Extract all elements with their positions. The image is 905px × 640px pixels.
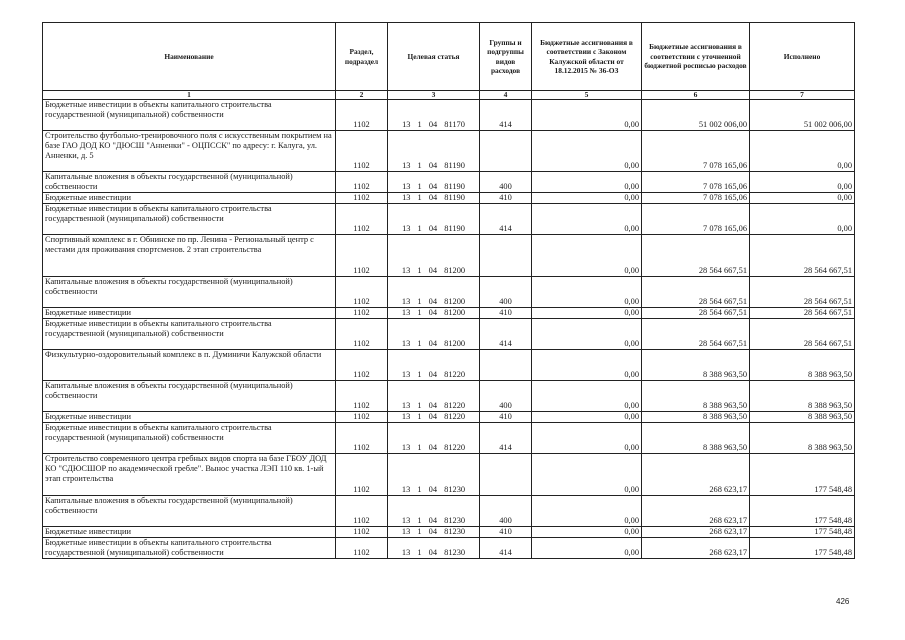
row-section: 1102 <box>336 277 388 308</box>
row-group: 400 <box>480 381 532 412</box>
row-executed-amount: 177 548,48 <box>750 538 855 559</box>
row-budget-amount: 8 388 963,50 <box>642 381 750 412</box>
row-section: 1102 <box>336 204 388 235</box>
row-name: Бюджетные инвестиции в объекты капитального строительства государственной (муниципальной) собственности <box>43 319 336 350</box>
row-article: 13 1 04 81200 <box>388 308 480 319</box>
row-budget-amount: 51 002 006,00 <box>642 100 750 131</box>
row-name: Капитальные вложения в объекты государственной (муниципальной) собственности <box>43 496 336 527</box>
table-row <box>43 193 855 204</box>
row-group <box>480 131 532 172</box>
header-law-appropriations: Бюджетные ассигнования в соответствии с Законом Калужской области от 18.12.2015 № 36-ОЗ <box>532 23 642 91</box>
row-group: 414 <box>480 423 532 454</box>
table-row <box>43 350 855 381</box>
column-number: 4 <box>480 91 532 100</box>
table-row <box>43 204 855 235</box>
row-law-amount: 0,00 <box>532 350 642 381</box>
row-section: 1102 <box>336 235 388 277</box>
row-group <box>480 350 532 381</box>
row-executed-amount: 28 564 667,51 <box>750 277 855 308</box>
row-section: 1102 <box>336 381 388 412</box>
row-name: Бюджетные инвестиции в объекты капитального строительства государственной (муниципальной) собственности <box>43 100 336 131</box>
row-group: 400 <box>480 172 532 193</box>
row-executed-amount: 28 564 667,51 <box>750 319 855 350</box>
table-row <box>43 277 855 308</box>
row-name: Строительство футбольно-тренировочного поля с искусственным покрытием на базе ГАО ДОД КО "ДЮСШ "Анненки" - ОЦПССК" по адресу: г. Калуга, ул. Анненки, д. 5 <box>43 131 336 172</box>
row-name: Бюджетные инвестиции <box>43 527 336 538</box>
row-article: 13 1 04 81200 <box>388 277 480 308</box>
row-name: Капитальные вложения в объекты государственной (муниципальной) собственности <box>43 172 336 193</box>
column-number: 5 <box>532 91 642 100</box>
row-executed-amount: 8 388 963,50 <box>750 381 855 412</box>
row-group: 414 <box>480 100 532 131</box>
row-law-amount: 0,00 <box>532 172 642 193</box>
row-name: Капитальные вложения в объекты государственной (муниципальной) собственности <box>43 381 336 412</box>
row-group: 400 <box>480 277 532 308</box>
row-law-amount: 0,00 <box>532 235 642 277</box>
row-budget-amount: 8 388 963,50 <box>642 412 750 423</box>
row-executed-amount: 0,00 <box>750 172 855 193</box>
row-name: Строительство современного центра гребных видов спорта на базе ГБОУ ДОД КО "СДЮСШОР по академической гребле". Вынос участка ЛЭП 110 кв. 1-ый этап строительства <box>43 454 336 496</box>
row-executed-amount: 0,00 <box>750 131 855 172</box>
row-budget-amount: 28 564 667,51 <box>642 235 750 277</box>
row-executed-amount: 8 388 963,50 <box>750 350 855 381</box>
row-name: Бюджетные инвестиции <box>43 308 336 319</box>
row-name: Физкультурно-оздоровительный комплекс в п. Думиничи Калужской области <box>43 350 336 381</box>
row-law-amount: 0,00 <box>532 319 642 350</box>
row-section: 1102 <box>336 527 388 538</box>
row-article: 13 1 04 81230 <box>388 454 480 496</box>
header-section: Раздел, подраздел <box>336 23 388 91</box>
row-group: 414 <box>480 319 532 350</box>
page-number: 426 <box>836 597 850 606</box>
row-executed-amount: 8 388 963,50 <box>750 423 855 454</box>
row-law-amount: 0,00 <box>532 381 642 412</box>
header-budget-appropriations: Бюджетные ассигнования в соответствии с уточненной бюджетной росписью расходов <box>642 23 750 91</box>
row-budget-amount: 268 623,17 <box>642 538 750 559</box>
row-executed-amount: 177 548,48 <box>750 527 855 538</box>
row-article: 13 1 04 81200 <box>388 319 480 350</box>
row-budget-amount: 268 623,17 <box>642 527 750 538</box>
row-executed-amount: 0,00 <box>750 193 855 204</box>
table-row <box>43 308 855 319</box>
table-row <box>43 131 855 172</box>
row-budget-amount: 7 078 165,06 <box>642 131 750 172</box>
row-article: 13 1 04 81190 <box>388 172 480 193</box>
row-article: 13 1 04 81220 <box>388 381 480 412</box>
row-group: 410 <box>480 193 532 204</box>
row-article: 13 1 04 81200 <box>388 235 480 277</box>
row-law-amount: 0,00 <box>532 193 642 204</box>
row-name: Бюджетные инвестиции <box>43 412 336 423</box>
row-budget-amount: 7 078 165,06 <box>642 172 750 193</box>
row-law-amount: 0,00 <box>532 527 642 538</box>
row-executed-amount: 28 564 667,51 <box>750 235 855 277</box>
row-article: 13 1 04 81190 <box>388 193 480 204</box>
row-name: Бюджетные инвестиции в объекты капитального строительства государственной (муниципальной) собственности <box>43 423 336 454</box>
row-name: Бюджетные инвестиции <box>43 193 336 204</box>
table-row <box>43 496 855 527</box>
column-number: 1 <box>43 91 336 100</box>
row-section: 1102 <box>336 193 388 204</box>
row-article: 13 1 04 81220 <box>388 412 480 423</box>
table-row <box>43 100 855 131</box>
row-group: 410 <box>480 527 532 538</box>
row-article: 13 1 04 81230 <box>388 527 480 538</box>
header-executed: Исполнено <box>750 23 855 91</box>
column-number-row <box>43 91 855 100</box>
row-section: 1102 <box>336 131 388 172</box>
row-law-amount: 0,00 <box>532 277 642 308</box>
row-article: 13 1 04 81220 <box>388 423 480 454</box>
row-section: 1102 <box>336 350 388 381</box>
row-section: 1102 <box>336 496 388 527</box>
row-law-amount: 0,00 <box>532 100 642 131</box>
row-name: Бюджетные инвестиции в объекты капитального строительства государственной (муниципальной) собственности <box>43 538 336 559</box>
row-budget-amount: 7 078 165,06 <box>642 204 750 235</box>
table-row <box>43 423 855 454</box>
header-name: Наименование <box>43 23 336 91</box>
row-name: Бюджетные инвестиции в объекты капитального строительства государственной (муниципальной) собственности <box>43 204 336 235</box>
table-row <box>43 412 855 423</box>
row-article: 13 1 04 81230 <box>388 538 480 559</box>
table-row <box>43 235 855 277</box>
table-row <box>43 319 855 350</box>
row-law-amount: 0,00 <box>532 454 642 496</box>
row-budget-amount: 28 564 667,51 <box>642 308 750 319</box>
row-executed-amount: 177 548,48 <box>750 496 855 527</box>
row-group <box>480 454 532 496</box>
row-law-amount: 0,00 <box>532 496 642 527</box>
column-number: 6 <box>642 91 750 100</box>
row-budget-amount: 8 388 963,50 <box>642 423 750 454</box>
row-budget-amount: 28 564 667,51 <box>642 319 750 350</box>
row-group: 414 <box>480 538 532 559</box>
row-executed-amount: 8 388 963,50 <box>750 412 855 423</box>
table-row <box>43 454 855 496</box>
row-article: 13 1 04 81190 <box>388 204 480 235</box>
row-section: 1102 <box>336 454 388 496</box>
row-budget-amount: 8 388 963,50 <box>642 350 750 381</box>
row-group: 410 <box>480 308 532 319</box>
row-section: 1102 <box>336 412 388 423</box>
table-row <box>43 381 855 412</box>
row-group: 400 <box>480 496 532 527</box>
row-budget-amount: 28 564 667,51 <box>642 277 750 308</box>
row-budget-amount: 268 623,17 <box>642 496 750 527</box>
table-row <box>43 172 855 193</box>
row-law-amount: 0,00 <box>532 538 642 559</box>
row-law-amount: 0,00 <box>532 204 642 235</box>
row-group: 410 <box>480 412 532 423</box>
row-law-amount: 0,00 <box>532 131 642 172</box>
row-section: 1102 <box>336 308 388 319</box>
row-budget-amount: 7 078 165,06 <box>642 193 750 204</box>
row-article: 13 1 04 81230 <box>388 496 480 527</box>
row-executed-amount: 0,00 <box>750 204 855 235</box>
row-article: 13 1 04 81190 <box>388 131 480 172</box>
table-row <box>43 527 855 538</box>
row-section: 1102 <box>336 100 388 131</box>
row-section: 1102 <box>336 538 388 559</box>
row-section: 1102 <box>336 172 388 193</box>
header-row <box>43 23 855 91</box>
row-group: 414 <box>480 204 532 235</box>
row-section: 1102 <box>336 423 388 454</box>
table-row <box>43 538 855 559</box>
header-groups: Группы и подгруппы видов расходов <box>480 23 532 91</box>
row-executed-amount: 51 002 006,00 <box>750 100 855 131</box>
row-executed-amount: 28 564 667,51 <box>750 308 855 319</box>
row-article: 13 1 04 81220 <box>388 350 480 381</box>
row-article: 13 1 04 81170 <box>388 100 480 131</box>
row-name: Спортивный комплекс в г. Обнинске по пр. Ленина - Региональный центр с местами для проживания спортсменов. 2 этап строительства <box>43 235 336 277</box>
row-group <box>480 235 532 277</box>
row-law-amount: 0,00 <box>532 412 642 423</box>
row-law-amount: 0,00 <box>532 308 642 319</box>
row-executed-amount: 177 548,48 <box>750 454 855 496</box>
column-number: 3 <box>388 91 480 100</box>
column-number: 2 <box>336 91 388 100</box>
budget-report-sheet <box>42 22 855 559</box>
row-name: Капитальные вложения в объекты государственной (муниципальной) собственности <box>43 277 336 308</box>
header-article: Целевая статья <box>388 23 480 91</box>
row-section: 1102 <box>336 319 388 350</box>
budget-table <box>42 22 855 559</box>
column-number: 7 <box>750 91 855 100</box>
row-budget-amount: 268 623,17 <box>642 454 750 496</box>
row-law-amount: 0,00 <box>532 423 642 454</box>
